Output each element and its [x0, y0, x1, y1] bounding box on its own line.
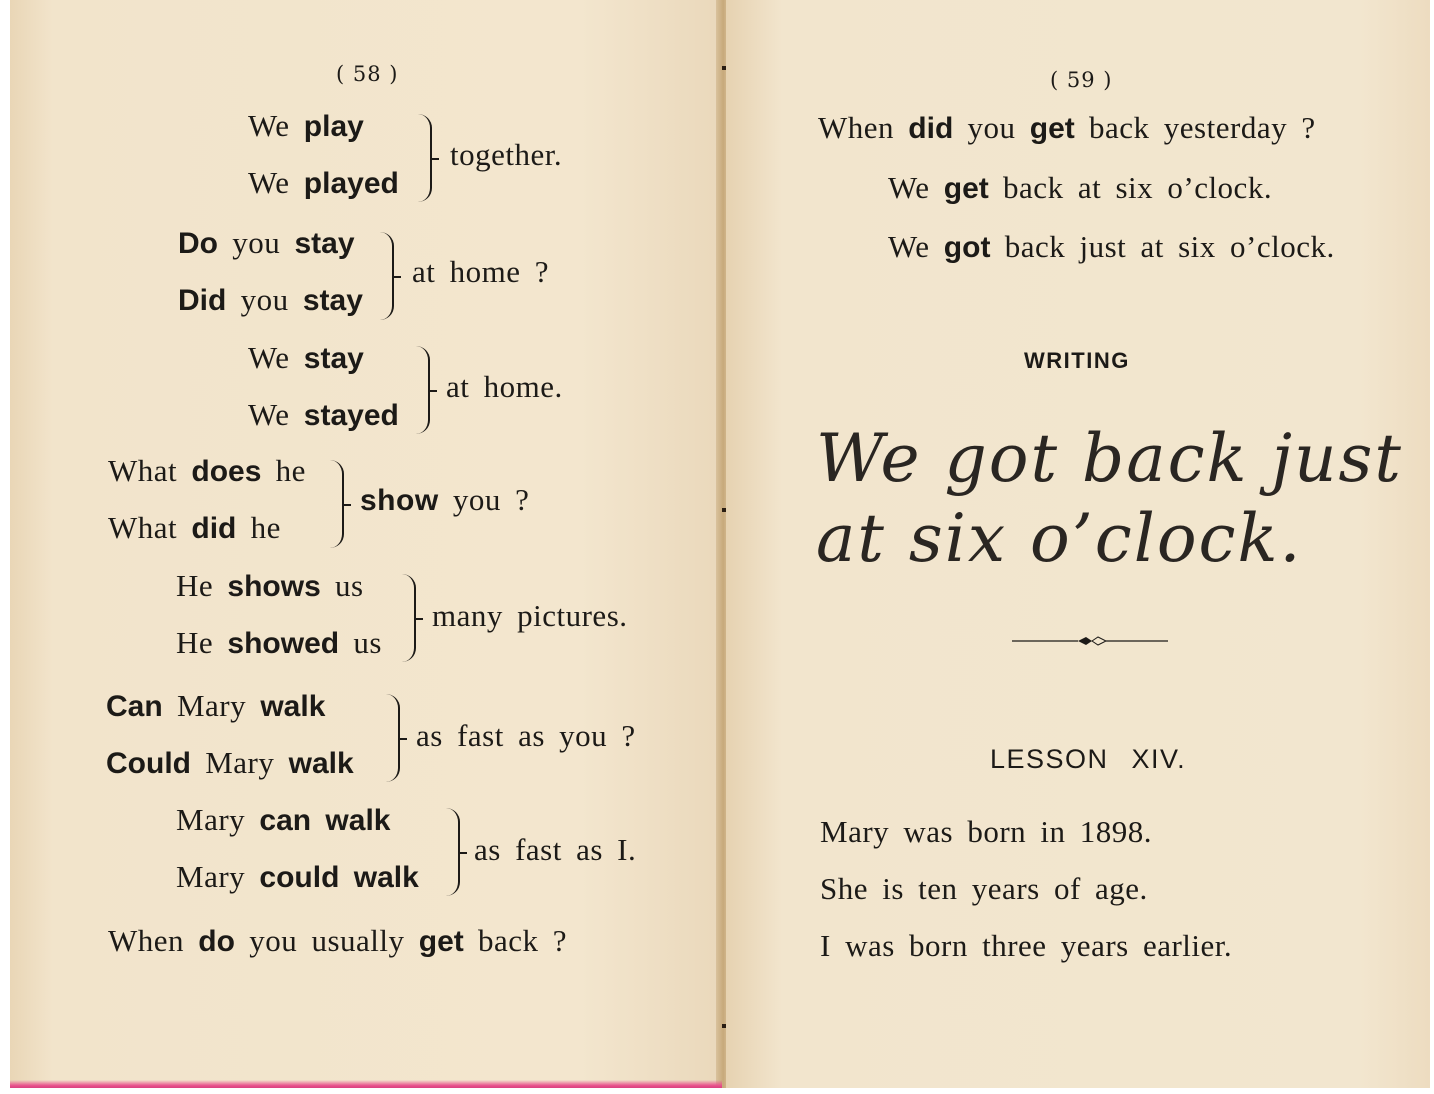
emphasis-word: show — [360, 484, 439, 517]
emphasis-word: play — [303, 110, 364, 143]
question-line — [818, 110, 1316, 146]
bracket — [418, 114, 432, 202]
text-run: He — [176, 625, 228, 660]
bracket — [446, 808, 460, 896]
emphasis-word: get — [418, 925, 464, 958]
verse-line — [176, 859, 419, 895]
emphasis-word: could walk — [259, 861, 419, 894]
text-run: you ? — [438, 482, 530, 517]
cursive-line: at six o’clock. — [816, 500, 1303, 577]
text-run: Mary — [162, 688, 261, 723]
text-run: back at six o’clock. — [988, 170, 1273, 205]
text-run: you — [218, 225, 295, 260]
verse-line — [176, 802, 390, 838]
verse-line — [248, 108, 364, 144]
emphasis-word: stay — [302, 284, 363, 317]
verse-line — [248, 165, 399, 201]
bracket-tail — [412, 254, 549, 290]
emphasis-word: shows — [227, 570, 321, 603]
bracket — [380, 232, 394, 320]
lesson-heading: LESSON XIV. — [990, 744, 1187, 774]
bracket-tail — [432, 598, 628, 634]
text-run: He — [176, 568, 228, 603]
bracket — [386, 694, 400, 782]
text-run: We — [248, 108, 304, 143]
text-run: together. — [450, 137, 563, 172]
emphasis-word: Did — [178, 284, 227, 317]
text-run: he — [261, 453, 306, 488]
text-run: back yesterday ? — [1074, 110, 1316, 145]
text-run: Mary — [176, 859, 260, 894]
text-run: What — [108, 510, 192, 545]
emphasis-word: Do — [178, 227, 218, 260]
text-run: back just at six o’clock. — [990, 229, 1335, 264]
verse-line — [108, 453, 306, 489]
text-run: I was born three years earlier. — [820, 928, 1233, 963]
emphasis-word: Could — [106, 747, 191, 780]
verse-line — [248, 340, 364, 376]
text-run: at home ? — [412, 254, 550, 289]
text-run: many pictures. — [432, 598, 628, 633]
emphasis-word: stay — [294, 227, 355, 260]
text-run: you — [953, 110, 1030, 145]
writing-heading: WRITING — [1024, 348, 1130, 373]
bracket — [330, 460, 344, 548]
emphasis-word: walk — [260, 690, 326, 723]
text-run: at home. — [446, 369, 563, 404]
text-run: We — [888, 229, 944, 264]
text-run: We — [248, 397, 304, 432]
text-run: When — [108, 923, 199, 958]
text-run: We — [888, 170, 944, 205]
emphasis-word: does — [191, 455, 262, 488]
text-run: as fast as I. — [474, 832, 637, 867]
emphasis-word: get — [943, 172, 989, 205]
divider-ornament — [1012, 632, 1172, 650]
emphasis-word: showed — [227, 627, 340, 660]
bracket — [416, 346, 430, 434]
text-run: he — [236, 510, 281, 545]
bracket — [402, 574, 416, 662]
text-run: you — [226, 282, 303, 317]
page-edge-stain — [10, 1080, 722, 1088]
emphasis-word: stayed — [303, 399, 399, 432]
text-run: When — [818, 110, 909, 145]
text-run: us — [339, 625, 382, 660]
emphasis-word: did — [908, 112, 954, 145]
emphasis-word: do — [198, 925, 235, 958]
verse-line — [106, 688, 325, 724]
emphasis-word: did — [191, 512, 237, 545]
bracket-tail — [446, 369, 563, 405]
emphasis-word: got — [943, 231, 991, 264]
verse-line — [108, 510, 281, 546]
page-number-left: ( 58 ) — [336, 62, 399, 86]
emphasis-word: stay — [303, 342, 364, 375]
text-run: back ? — [463, 923, 568, 958]
bracket-tail — [360, 482, 529, 518]
text-run: She is ten years of age. — [820, 871, 1148, 906]
right-page — [726, 0, 1430, 1088]
text-run: Mary — [176, 802, 260, 837]
emphasis-word: can walk — [259, 804, 391, 837]
emphasis-word: get — [1029, 112, 1075, 145]
text-run: What — [108, 453, 192, 488]
verse-line — [248, 397, 399, 433]
bracket-tail — [450, 137, 562, 173]
verse-line — [178, 282, 363, 318]
verse-line — [176, 625, 382, 661]
lesson-line — [820, 928, 1232, 964]
bracket-tail — [416, 718, 636, 754]
lesson-line — [820, 871, 1148, 907]
answer-line — [888, 170, 1272, 206]
text-run: Mary — [190, 745, 289, 780]
verse-line — [106, 745, 354, 781]
emphasis-word: walk — [288, 747, 354, 780]
emphasis-word: Can — [106, 690, 163, 723]
left-page — [10, 0, 722, 1088]
text-run: us — [320, 568, 364, 603]
text-run: Mary was born in 1898. — [820, 814, 1153, 849]
text-run: We — [248, 340, 304, 375]
page-number-right: ( 59 ) — [1050, 68, 1113, 92]
bracket-tail — [474, 832, 636, 868]
answer-line — [888, 229, 1335, 265]
cursive-line: We got back just — [816, 420, 1403, 497]
final-question — [108, 923, 567, 959]
verse-line — [178, 225, 355, 261]
verse-line — [176, 568, 364, 604]
text-run: you usually — [234, 923, 419, 958]
emphasis-word: played — [303, 167, 399, 200]
text-run: as fast as you ? — [416, 718, 636, 753]
lesson-line — [820, 814, 1152, 850]
text-run: We — [248, 165, 304, 200]
